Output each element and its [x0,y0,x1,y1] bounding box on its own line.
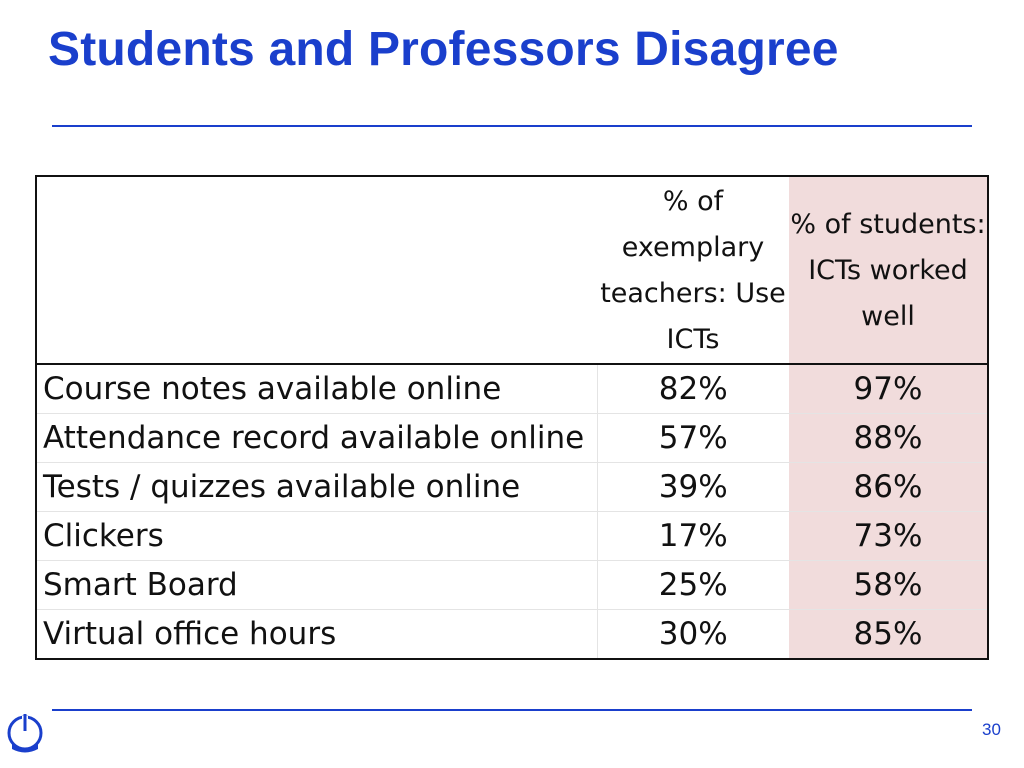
table-row [36,512,988,561]
row-item: Attendance record available online [36,414,597,463]
row-item: Course notes available online [36,364,597,414]
header-students-cell [789,176,988,364]
header-item-cell [36,176,597,364]
row-teachers-value: 30% [658,616,728,652]
row-teachers-value: 82% [597,364,789,414]
row-teachers-value: 17% [597,512,789,561]
row-students-value: 58% [789,561,988,610]
table-row [36,364,988,414]
header-students-label: % of students: ICTs worked well [790,209,986,332]
row-teachers-value: 57% [597,414,789,463]
bottom-divider [52,709,972,711]
table-row [36,463,988,512]
row-teachers-value: 39% [597,463,789,512]
header-teachers-label: % of exemplary teachers: Use ICTs [600,186,786,355]
row-students-value: 85% [789,610,988,660]
row-item: Smart Board [36,561,597,610]
header-teachers-cell [597,176,789,364]
row-item: Clickers [36,512,597,561]
row-students-value: 73% [789,512,988,561]
top-divider [52,125,972,127]
row-teachers-value: 25% [597,561,789,610]
table-row [36,561,988,610]
row-students-value: 88% [789,414,988,463]
table-row [36,610,988,660]
row-students-value: 86% [789,463,988,512]
table-row [36,414,988,463]
comparison-table [35,175,989,660]
page-number: 30 [982,720,1001,739]
slide-title: Students and Professors Disagree [48,23,839,76]
table-header-row [36,176,988,364]
row-students-value: 97% [789,364,988,414]
adaptech-logo-icon [6,714,44,754]
row-item: Tests / quizzes available online [36,463,597,512]
row-item: Virtual office hours [36,610,597,660]
